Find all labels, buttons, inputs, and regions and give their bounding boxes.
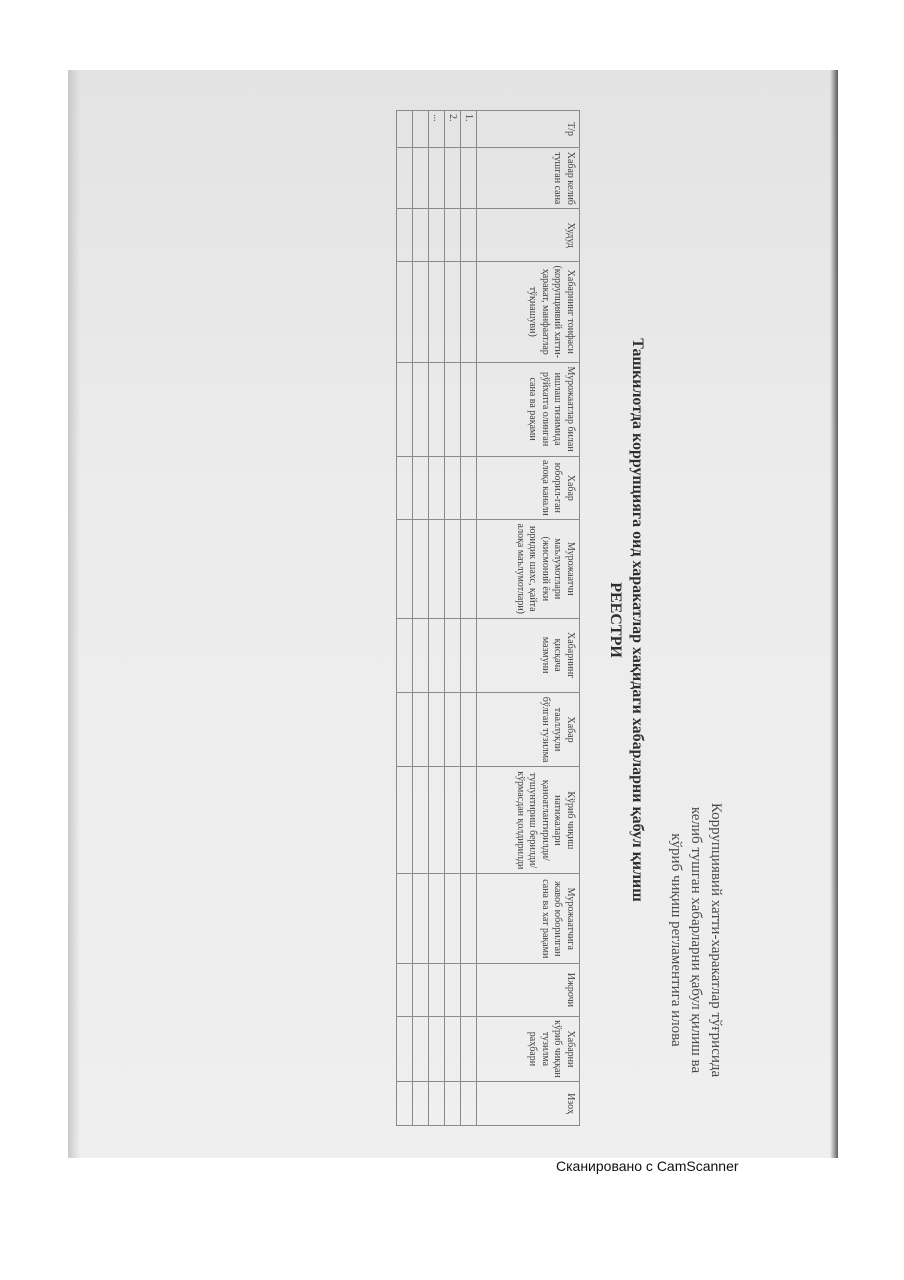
table-cell bbox=[413, 148, 429, 209]
col-header-region: Худуд bbox=[477, 209, 580, 262]
table-cell bbox=[413, 1016, 429, 1082]
table-cell bbox=[461, 767, 477, 874]
table-cell bbox=[429, 362, 445, 456]
table-cell bbox=[445, 767, 461, 874]
table-cell bbox=[461, 148, 477, 209]
table-header-row bbox=[477, 111, 580, 1126]
table-cell bbox=[461, 261, 477, 362]
col-header-summary: Хабарнинг қисқача мазмуни bbox=[477, 618, 580, 692]
table-cell bbox=[461, 1082, 477, 1126]
table-cell bbox=[429, 261, 445, 362]
table-cell bbox=[413, 261, 429, 362]
table-row bbox=[461, 111, 477, 1126]
table-cell bbox=[413, 209, 429, 262]
col-header-head: Хабарни кўриб чиққан тузилма раҳбари bbox=[477, 1016, 580, 1082]
table-cell bbox=[413, 618, 429, 692]
table-row bbox=[445, 111, 461, 1126]
table-cell bbox=[445, 261, 461, 362]
table-cell bbox=[397, 767, 413, 874]
row-number-cell: 1. bbox=[461, 111, 477, 148]
row-number-cell: ... bbox=[429, 111, 445, 148]
table-cell bbox=[397, 520, 413, 618]
table-cell bbox=[445, 520, 461, 618]
table-cell bbox=[397, 456, 413, 519]
table-cell bbox=[397, 874, 413, 964]
table-cell bbox=[461, 964, 477, 1017]
table-cell bbox=[429, 456, 445, 519]
table-cell bbox=[445, 618, 461, 692]
table-cell bbox=[429, 964, 445, 1017]
table-cell bbox=[397, 209, 413, 262]
table-cell bbox=[461, 874, 477, 964]
table-cell bbox=[445, 964, 461, 1017]
table-cell bbox=[445, 209, 461, 262]
table-cell bbox=[413, 520, 429, 618]
col-header-note: Изоҳ bbox=[477, 1082, 580, 1126]
table-cell bbox=[461, 520, 477, 618]
table-cell bbox=[445, 362, 461, 456]
col-header-executor: Ижрочи bbox=[477, 964, 580, 1017]
table-cell bbox=[445, 148, 461, 209]
table-cell bbox=[445, 1016, 461, 1082]
header-line-2: келиб тушган хабарларни қабул қилиш ва bbox=[688, 806, 704, 1074]
rotated-page bbox=[68, 70, 838, 1158]
table-cell bbox=[397, 692, 413, 766]
registry-table bbox=[396, 110, 580, 1126]
table-cell bbox=[445, 456, 461, 519]
table-body bbox=[397, 111, 477, 1126]
document-title bbox=[604, 210, 648, 1030]
table-cell bbox=[429, 1016, 445, 1082]
table-cell bbox=[429, 767, 445, 874]
table-cell bbox=[429, 1082, 445, 1126]
table-cell bbox=[413, 362, 429, 456]
table-cell bbox=[397, 618, 413, 692]
title-line-1: Ташкилотда коррупцияга оид харакатлар хақидаги хабарларни қабул қилиш bbox=[629, 338, 646, 902]
col-header-registration: Мурожаатлар билан ишлаш тизимида рўйхатга олинган сана ва рақами bbox=[477, 362, 580, 456]
table-row bbox=[413, 111, 429, 1126]
table-cell bbox=[429, 148, 445, 209]
table-cell bbox=[429, 209, 445, 262]
col-header-received-date: Хабар келиб тушган сана bbox=[477, 148, 580, 209]
table-cell bbox=[461, 618, 477, 692]
table-cell bbox=[461, 362, 477, 456]
table-cell bbox=[461, 1016, 477, 1082]
table-cell bbox=[397, 148, 413, 209]
title-line-2: РЕЕСТРИ bbox=[607, 582, 624, 658]
table-cell bbox=[397, 964, 413, 1017]
table-cell bbox=[413, 767, 429, 874]
col-header-channel: Хабар юборил-ган алоқа канали bbox=[477, 456, 580, 519]
table-cell bbox=[445, 874, 461, 964]
camscanner-watermark: Сканировано с CamScanner bbox=[556, 1158, 739, 1174]
scanned-photo bbox=[68, 70, 838, 1158]
regulation-appendix-note bbox=[666, 730, 726, 1150]
col-header-category: Хабарнинг тоифаси (коррупциявий хатти-ҳаракат, манфаатлар тўқнашуви) bbox=[477, 261, 580, 362]
header-line-3: кўриб чиқиш регламентига илова bbox=[668, 833, 684, 1047]
table-cell bbox=[413, 456, 429, 519]
col-header-applicant: Мурожаатчи маълумотлари (жисмоний ёки юридик шахс, қайта алоқа маълумотлари) bbox=[477, 520, 580, 618]
table-cell bbox=[429, 874, 445, 964]
header-line-1: Коррупциявий хатти-харакатлар тўғрисида bbox=[708, 802, 724, 1078]
table-cell bbox=[461, 209, 477, 262]
col-header-results: Кўриб чиқиш натижалари қаноатлантирилди/ тушунтириш берилди/ кўрмасдан қолдирилди bbox=[477, 767, 580, 874]
table-cell bbox=[461, 456, 477, 519]
table-cell bbox=[429, 692, 445, 766]
table-row bbox=[397, 111, 413, 1126]
table-cell bbox=[397, 1082, 413, 1126]
table-cell bbox=[429, 520, 445, 618]
table-cell bbox=[445, 692, 461, 766]
col-header-reply: Мурожаатчига жавоб юборилган сана ва хат рақами bbox=[477, 874, 580, 964]
col-header-number: Т/р bbox=[477, 111, 580, 148]
table-cell bbox=[397, 362, 413, 456]
table-cell bbox=[461, 692, 477, 766]
table-cell bbox=[397, 261, 413, 362]
table-cell bbox=[413, 964, 429, 1017]
col-header-structure: Хабар тааллуқли бўлган тузилма bbox=[477, 692, 580, 766]
table-cell bbox=[445, 1082, 461, 1126]
row-number-cell: 2. bbox=[445, 111, 461, 148]
table-cell bbox=[397, 111, 413, 148]
table-cell bbox=[397, 1016, 413, 1082]
table-cell bbox=[413, 111, 429, 148]
table-row bbox=[429, 111, 445, 1126]
table-cell bbox=[413, 692, 429, 766]
table-cell bbox=[429, 618, 445, 692]
photo-shadow-right bbox=[830, 70, 838, 1158]
table-cell bbox=[413, 874, 429, 964]
table-cell bbox=[413, 1082, 429, 1126]
